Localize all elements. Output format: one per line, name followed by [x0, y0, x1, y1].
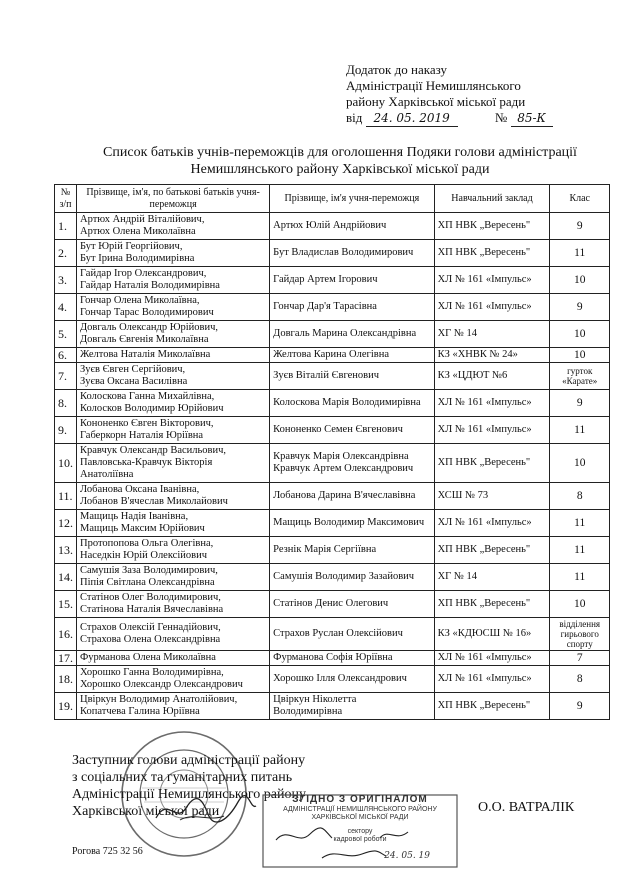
parents-names: [77, 240, 270, 267]
parent-name-line: Довгаль Олександр Юрійович,: [80, 322, 219, 333]
addendum-block: [346, 62, 553, 127]
school-name: ХСШ № 73: [434, 483, 550, 510]
order-date: 24. 05. 2019: [366, 110, 458, 127]
table-row: [55, 483, 610, 510]
school-name: ХЛ № 161 «Імпульс»: [434, 267, 550, 294]
row-number: 5.: [55, 321, 77, 348]
class-value: 11: [550, 240, 610, 267]
row-number: 16.: [55, 618, 77, 651]
table-row: [55, 693, 610, 720]
parents-names: [77, 591, 270, 618]
student-name: [270, 417, 434, 444]
parent-name-line: Протопопова Ольга Олегівна,: [80, 538, 214, 549]
parents-names: [77, 483, 270, 510]
table-row: [55, 666, 610, 693]
school-name: ХЛ № 161 «Імпульс»: [434, 294, 550, 321]
parent-name-line: Колосков Володимир Юрійович: [80, 403, 224, 414]
parent-name-line: Гайдар Наталія Володимирівна: [80, 280, 220, 291]
row-number: 17.: [55, 651, 77, 666]
title-line-1: Список батьків учнів-переможців для оголошення Подяки голови адміністрації: [103, 145, 577, 160]
student-name: [270, 213, 434, 240]
row-number: 6.: [55, 348, 77, 363]
table-row: [55, 618, 610, 651]
student-name-line: Кравчук Марія Олександрівна: [273, 451, 409, 462]
parents-names: [77, 444, 270, 483]
student-name: [270, 693, 434, 720]
row-number: 19.: [55, 693, 77, 720]
student-name-line: Довгаль Марина Олександрівна: [273, 328, 417, 339]
parent-name-line: Кононенко Євген Вікторович,: [80, 418, 214, 429]
row-number: 10.: [55, 444, 77, 483]
student-name-line: Мащиць Володимир Максимович: [273, 517, 425, 528]
parent-name-line: Анатоліївна: [80, 469, 134, 480]
student-name-line: Желтова Карина Олегівна: [273, 349, 389, 360]
parent-name-line: Статінова Наталія Вячеславівна: [80, 604, 224, 615]
parent-name-line: Лобанова Оксана Іванівна,: [80, 484, 200, 495]
student-name-line: Володимирівна: [273, 706, 343, 717]
signature-line-1: Заступник голови адміністрації району: [72, 753, 306, 768]
student-name-line: Колоскова Марія Володимирівна: [273, 397, 421, 408]
number-prefix: №: [494, 110, 508, 125]
student-name: [270, 591, 434, 618]
student-name-line: Бут Владислав Володимирович: [273, 247, 414, 258]
copy-stamp-dept-2: кадрової роботи: [333, 836, 387, 843]
parent-name-line: Зуєв Євген Сергійович,: [80, 364, 186, 375]
parent-name-line: Бут Юрій Георгійович,: [80, 241, 183, 252]
addendum-line-2: Адміністрації Немишлянського: [346, 78, 521, 93]
student-name: [270, 363, 434, 390]
row-number: 18.: [55, 666, 77, 693]
student-name-line: Самушія Володимир Зазайович: [273, 571, 415, 582]
header-parents: Прізвище, ім'я, по батькові батьків учня-переможця: [77, 185, 270, 213]
student-name-line: Артюх Юлій Андрійович: [273, 220, 387, 231]
parents-names: [77, 267, 270, 294]
class-value: відділення гирьового спорту: [550, 618, 610, 651]
parent-name-line: Артюх Олена Миколаївна: [80, 226, 196, 237]
parent-name-line: Зуєва Оксана Василівна: [80, 376, 188, 387]
student-name: [270, 618, 434, 651]
parent-name-line: Колоскова Ганна Михайлівна,: [80, 391, 215, 402]
row-number: 7.: [55, 363, 77, 390]
parent-name-line: Гончар Тарас Володимирович: [80, 307, 214, 318]
table-row: [55, 240, 610, 267]
parent-name-line: Хорошко Ганна Володимирівна,: [80, 667, 224, 678]
student-name: [270, 321, 434, 348]
parents-names: [77, 537, 270, 564]
winners-parents-table: [54, 184, 610, 720]
parent-name-line: Цвіркун Володимир Анатолійович,: [80, 694, 238, 705]
row-number: 3.: [55, 267, 77, 294]
header-class: Клас: [550, 185, 610, 213]
date-prefix: від: [346, 110, 363, 125]
row-number: 12.: [55, 510, 77, 537]
copy-stamp-title: ЗГІДНО З ОРИГІНАЛОМ: [292, 794, 428, 805]
student-name-line: Лобанова Дарина В'ячеславівна: [273, 490, 416, 501]
copy-stamp-org-2: ХАРКІВСЬКОЇ МІСЬКОЇ РАДИ: [311, 814, 409, 821]
student-name-line: Гайдар Артем Ігорович: [273, 274, 378, 285]
student-name-line: Цвіркун Ніколетта: [273, 694, 357, 705]
parent-name-line: Мащиць Надія Іванівна,: [80, 511, 189, 522]
table-row: [55, 390, 610, 417]
school-name: ХП НВК „Вересень": [434, 444, 550, 483]
student-name: [270, 390, 434, 417]
row-number: 9.: [55, 417, 77, 444]
parent-name-line: Бут Ірина Володимирівна: [80, 253, 195, 264]
class-value: 11: [550, 537, 610, 564]
class-value: 9: [550, 213, 610, 240]
parent-name-line: Наседкін Юрій Олексійович: [80, 550, 207, 561]
handwritten-signature: [150, 790, 260, 830]
table-row: [55, 444, 610, 483]
parent-name-line: Статінов Олег Володимирович,: [80, 592, 221, 603]
school-name: ХГ № 14: [434, 564, 550, 591]
table-row: [55, 363, 610, 390]
class-value: гурток «Карате»: [550, 363, 610, 390]
school-name: КЗ «ХНВК № 24»: [434, 348, 550, 363]
copy-stamp-text: [262, 794, 458, 860]
student-name: [270, 537, 434, 564]
class-value: 7: [550, 651, 610, 666]
table-row: [55, 564, 610, 591]
parent-name-line: Гончар Олена Миколаївна,: [80, 295, 200, 306]
parents-names: [77, 510, 270, 537]
school-name: ХП НВК „Вересень": [434, 537, 550, 564]
class-value: 11: [550, 510, 610, 537]
signature-line-2: з соціальних та гуманітарних питань: [72, 770, 293, 785]
table-row: [55, 294, 610, 321]
table-row: [55, 591, 610, 618]
parents-names: [77, 294, 270, 321]
school-name: ХГ № 14: [434, 321, 550, 348]
student-name-line: Хорошко Ілля Олександрович: [273, 673, 407, 684]
class-value: 11: [550, 564, 610, 591]
header-school: Навчальний заклад: [434, 185, 550, 213]
student-name: [270, 564, 434, 591]
school-name: КЗ «КДЮСШ № 16»: [434, 618, 550, 651]
parent-name-line: Габеркорн Наталія Юріївна: [80, 430, 204, 441]
student-name: [270, 267, 434, 294]
copy-stamp-dept-1: сектору: [347, 828, 373, 835]
class-value: 9: [550, 294, 610, 321]
student-name-line: Резнік Марія Сергіївна: [273, 544, 377, 555]
table-row: [55, 510, 610, 537]
class-value: 10: [550, 591, 610, 618]
school-name: ХП НВК „Вересень": [434, 240, 550, 267]
document-title: [60, 144, 620, 178]
row-number: 8.: [55, 390, 77, 417]
school-name: ХП НВК „Вересень": [434, 591, 550, 618]
table-row: [55, 417, 610, 444]
signature-line-3: Адміністрації Немишлянського району: [72, 787, 307, 802]
class-value: 9: [550, 693, 610, 720]
student-name: [270, 240, 434, 267]
title-line-2: Немишлянського району Харківської міської ради: [190, 162, 490, 177]
parents-names: [77, 363, 270, 390]
school-name: ХЛ № 161 «Імпульс»: [434, 651, 550, 666]
student-name: [270, 666, 434, 693]
parent-name-line: Желтова Наталія Миколаївна: [80, 349, 211, 360]
table-row: [55, 537, 610, 564]
class-value: 8: [550, 483, 610, 510]
row-number: 2.: [55, 240, 77, 267]
header-student: Прізвище, ім'я учня-переможця: [270, 185, 434, 213]
row-number: 13.: [55, 537, 77, 564]
class-value: 8: [550, 666, 610, 693]
student-name-line: Статінов Денис Олегович: [273, 598, 389, 609]
executor-phone: Рогова 725 32 56: [72, 846, 143, 857]
class-value: 10: [550, 267, 610, 294]
parent-name-line: Самушія Заза Володимирович,: [80, 565, 218, 576]
parent-name-line: Страхов Олексій Геннадійович,: [80, 622, 221, 633]
row-number: 14.: [55, 564, 77, 591]
parent-name-line: Довгаль Євгенія Миколаївна: [80, 334, 209, 345]
parent-name-line: Страхова Олена Олександрівна: [80, 634, 221, 645]
student-name-line: Страхов Руслан Олексійович: [273, 628, 403, 639]
parents-names: [77, 618, 270, 651]
row-number: 4.: [55, 294, 77, 321]
student-name: [270, 483, 434, 510]
class-value: 9: [550, 390, 610, 417]
table-body: [55, 213, 610, 720]
parent-name-line: Кравчук Олександр Васильович,: [80, 445, 227, 456]
parents-names: [77, 666, 270, 693]
parents-names: [77, 348, 270, 363]
class-value: 11: [550, 417, 610, 444]
table-row: [55, 348, 610, 363]
parent-name-line: Хорошко Олександр Олександрович: [80, 679, 243, 690]
order-number: 85-К: [511, 110, 553, 127]
parent-name-line: Піпія Світлана Олександрівна: [80, 577, 215, 588]
student-name-line: Кононенко Семен Євгенович: [273, 424, 403, 435]
school-name: КЗ «ЦДЮТ №6: [434, 363, 550, 390]
class-value: 10: [550, 321, 610, 348]
row-number: 15.: [55, 591, 77, 618]
table-row: [55, 651, 610, 666]
school-name: ХЛ № 161 «Імпульс»: [434, 666, 550, 693]
parents-names: [77, 390, 270, 417]
parents-names: [77, 651, 270, 666]
parent-name-line: Артюх Андрій Віталійович,: [80, 214, 205, 225]
student-name-line: Фурманова Софія Юріївна: [273, 652, 393, 663]
student-name: [270, 510, 434, 537]
addendum-date-line: [346, 110, 553, 127]
parents-names: [77, 321, 270, 348]
parent-name-line: Фурманова Олена Миколаївна: [80, 652, 216, 663]
student-name-line: Гончар Дар'я Тарасівна: [273, 301, 377, 312]
student-name-line: Зуєв Віталій Євгенович: [273, 370, 380, 381]
copy-stamp-date: 24. 05. 19: [384, 851, 430, 861]
table-row: [55, 267, 610, 294]
row-number: 1.: [55, 213, 77, 240]
copy-stamp-org-1: АДМІНІСТРАЦІЇ НЕМИШЛЯНСЬКОГО РАЙОНУ: [283, 806, 437, 813]
class-value: 10: [550, 348, 610, 363]
parent-name-line: Мащиць Максим Юрійович: [80, 523, 205, 534]
student-name-line: Кравчук Артем Олександрович: [273, 463, 414, 474]
table-header-row: [55, 185, 610, 213]
parents-names: [77, 417, 270, 444]
parent-name-line: Копатчева Галина Юріївна: [80, 706, 200, 717]
parent-name-line: Павловська-Кравчук Вікторія: [80, 457, 213, 468]
row-number: 11.: [55, 483, 77, 510]
school-name: ХЛ № 161 «Імпульс»: [434, 510, 550, 537]
student-name: [270, 444, 434, 483]
student-name: [270, 348, 434, 363]
class-value: 10: [550, 444, 610, 483]
student-name: [270, 294, 434, 321]
parents-names: [77, 693, 270, 720]
parents-names: [77, 564, 270, 591]
parent-name-line: Гайдар Ігор Олександрович,: [80, 268, 207, 279]
school-name: ХП НВК „Вересень": [434, 213, 550, 240]
school-name: ХЛ № 161 «Імпульс»: [434, 417, 550, 444]
header-num: № з/п: [55, 185, 77, 213]
signature-line-4: Харківської міської ради: [72, 804, 220, 819]
parents-names: [77, 213, 270, 240]
signatory-name: О.О. ВАТРАЛІК: [478, 800, 575, 815]
certified-copy-stamp: [262, 794, 458, 868]
student-name: [270, 651, 434, 666]
addendum-line-3: району Харківської міської ради: [346, 94, 526, 109]
school-name: ХП НВК „Вересень": [434, 693, 550, 720]
table-row: [55, 213, 610, 240]
parent-name-line: Лобанов В'ячеслав Миколайович: [80, 496, 228, 507]
table-row: [55, 321, 610, 348]
addendum-line-1: Додаток до наказу: [346, 62, 447, 77]
school-name: ХЛ № 161 «Імпульс»: [434, 390, 550, 417]
